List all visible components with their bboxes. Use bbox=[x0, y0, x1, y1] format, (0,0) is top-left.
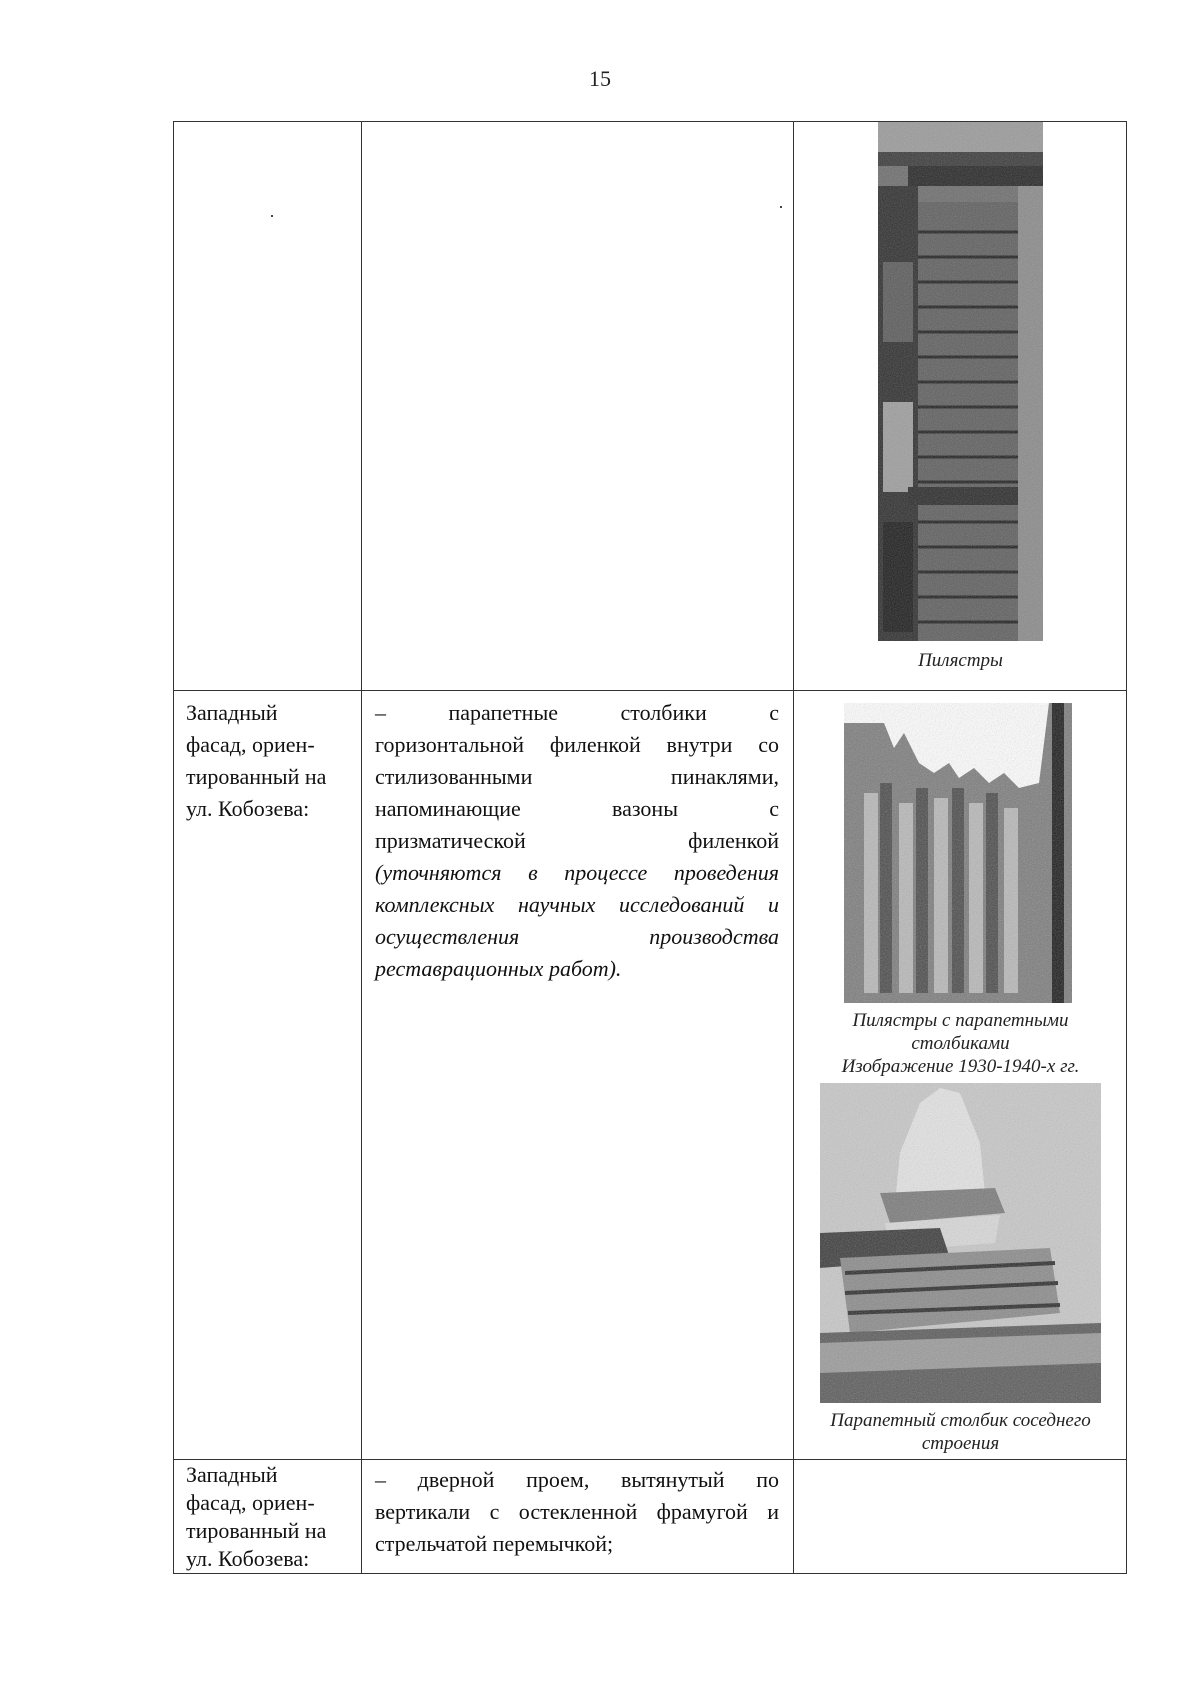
figure-cell bbox=[794, 691, 1127, 1460]
neighbor-parapet-post-photo bbox=[820, 1083, 1101, 1403]
description-line: стилизованными пинаклями, bbox=[375, 764, 779, 789]
description-cell bbox=[362, 691, 794, 1460]
facade-label: фасад, ориен- bbox=[186, 732, 315, 757]
facade-label: ул. Кобозева: bbox=[186, 796, 310, 821]
facade-label: Западный bbox=[186, 1462, 278, 1487]
facade-label: Западный bbox=[186, 700, 278, 725]
description-note-line: комплексных научных исследований и bbox=[375, 892, 779, 917]
photo-caption: Парапетный столбик соседнего строения bbox=[830, 1410, 1091, 1454]
historic-pilasters-photo bbox=[844, 703, 1072, 1003]
page-number: 15 bbox=[589, 66, 611, 91]
description-line: призматической филенкой bbox=[375, 828, 779, 853]
description-line: напоминающие вазоны с bbox=[375, 796, 779, 821]
document-table bbox=[173, 121, 1127, 1574]
description-cell bbox=[362, 1460, 794, 1574]
description-note-line: осуществления производства bbox=[375, 924, 779, 949]
table-row bbox=[174, 122, 1127, 691]
figure-cell bbox=[794, 122, 1127, 691]
description-line: – парапетные столбики с bbox=[375, 700, 779, 725]
facade-cell bbox=[174, 691, 362, 1460]
table-row bbox=[174, 1460, 1127, 1574]
description-line: стрельчатой перемычкой; bbox=[375, 1531, 614, 1556]
photo-caption: Пилястры с парапетными столбиками Изображение 1930-1940-х гг. bbox=[841, 1010, 1080, 1077]
description-note-line: реставрационных работ). bbox=[375, 956, 622, 981]
facade-cell bbox=[174, 1460, 362, 1574]
facade-label: ул. Кобозева: bbox=[186, 1546, 310, 1571]
facade-label: фасад, ориен- bbox=[186, 1490, 315, 1515]
description-line: – дверной проем, вытянутый по bbox=[375, 1467, 779, 1492]
description-line: вертикали с остекленной фрамугой и bbox=[375, 1499, 779, 1524]
facade-label: тированный на bbox=[186, 764, 327, 789]
description-cell bbox=[362, 122, 794, 691]
figure-cell bbox=[794, 1460, 1127, 1574]
description-note-line: (уточняются в процессе проведения bbox=[375, 860, 779, 885]
description-line: горизонтальной филенкой внутри со bbox=[375, 732, 779, 757]
photo-caption: Пилястры bbox=[918, 650, 1003, 671]
facade-label: тированный на bbox=[186, 1518, 327, 1543]
facade-cell bbox=[174, 122, 362, 691]
pilaster-photo bbox=[878, 122, 1043, 641]
table-row bbox=[174, 691, 1127, 1460]
